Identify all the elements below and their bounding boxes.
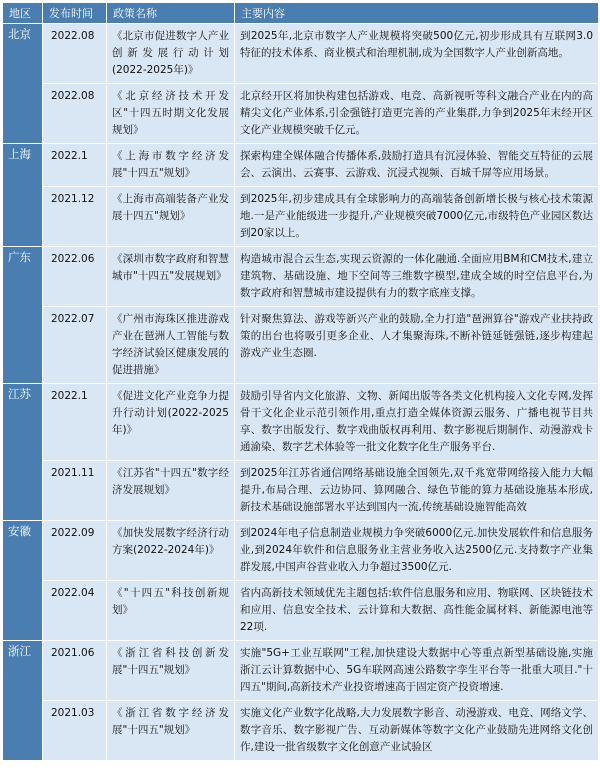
- region-cell: 安徽: [3, 521, 43, 641]
- date-cell: 2022.1: [43, 144, 107, 187]
- date-cell: 2022.08: [43, 24, 107, 84]
- region-cell: 上海: [3, 144, 43, 247]
- table-row: [3, 581, 599, 641]
- table-body: [3, 24, 599, 761]
- policy-name-cell: 《深圳市数字政府和智慧城市"十四五"发展规划》: [107, 247, 235, 307]
- policy-table: [2, 2, 599, 761]
- date-cell: 2022.06: [43, 247, 107, 307]
- policy-name-cell: 《浙江省数字经济发展"十四五"规划》: [107, 701, 235, 761]
- table-row: [3, 641, 599, 701]
- date-cell: 2022.08: [43, 84, 107, 144]
- region-cell: 广东: [3, 247, 43, 384]
- region-cell: 北京: [3, 24, 43, 144]
- table-row: [3, 247, 599, 307]
- table-row: [3, 521, 599, 581]
- date-cell: 2022.04: [43, 581, 107, 641]
- policy-name-cell: 《促进文化产业竞争力提升行动计划(2022-2025年)》: [107, 384, 235, 461]
- header-row: [3, 3, 599, 24]
- content-cell: 鼓励引导省内文化旅游、文物、新闻出版等各类文化机构接入文化专网,发挥骨干文化企业示范引领作用,重点打造全媒体资源云服务、广播电视节目共享、数字出版发行、数字戏曲版权再利用、数字影视后期制作、动漫游戏卡通渝染、数字艺术体验等一批文化数字化生产服务平台.: [235, 384, 599, 461]
- content-cell: 到2025年,北京市数字人产业规模将突破500亿元,初步形成具有互联网3.0特征的技术体系、商业模式和治理机制,成为全国数字人产业创新高地。: [235, 24, 599, 84]
- content-cell: 构造城市混合云生态,实现云资源的一体化融通.全面应用BM和CM技术,建立建筑物、基础设施、地下空间等三维数字模型,建成全域的时空信息平台,为数字政府和智慧城市建设提供有力的数字底座支撑。: [235, 247, 599, 307]
- date-cell: 2022.09: [43, 521, 107, 581]
- header-content: 主要内容: [235, 3, 599, 24]
- policy-name-cell: 《上海市高端装备产业发展十四五"规划》: [107, 187, 235, 247]
- region-cell: 浙江: [3, 641, 43, 761]
- policy-name-cell: 《浙江省科技创新发展"十四五"规划》: [107, 641, 235, 701]
- content-cell: 到2025年江苏省通信网络基础设施全国领先,双千兆宽带网络接入能力大幅提升,布局合理、云边协同、算网融合、绿色节能的算力基础设施基本形成,新技术基础设施部署水平达到国内一流,传统基础设施智能高效: [235, 461, 599, 521]
- table-row: [3, 307, 599, 384]
- policy-name-cell: 《"十四五"科技创新规划》: [107, 581, 235, 641]
- content-cell: 针对聚焦算法、游戏等新兴产业的鼓励,全力打造"琶洲算谷"游戏产业扶持政策的出台也将吸引更多企业、人才集聚海珠,不断补链延链强链,逐步构建起游戏产业生态圈.: [235, 307, 599, 384]
- date-cell: 2022.07: [43, 307, 107, 384]
- table-row: [3, 384, 599, 461]
- content-cell: 省内高新技术领域优先主题包括:软件信息服务和应用、物联网、区块链技术和应用、信息安全技术、云计算和大数据、高性能金属材料、新能源电池等22项.: [235, 581, 599, 641]
- header-policy-name: 政策名称: [107, 3, 235, 24]
- policy-name-cell: 《江苏省"十四五"数字经济发展规划》: [107, 461, 235, 521]
- policy-name-cell: 《北京经济技术开发区"十四五时期文化发展规划》: [107, 84, 235, 144]
- table-row: [3, 144, 599, 187]
- date-cell: 2021.11: [43, 461, 107, 521]
- content-cell: 实施"5G+工业互联网"工程,加快建设大数据中心等重点新型基础设施,实施浙江云计算数据中心、5G车联网高速公路数字孪生平台等一批重大项目."十四五"期间,高新技术产业投资增速高于固定资产投资增速.: [235, 641, 599, 701]
- policy-name-cell: 《上海市数字经济发展"十四五"规划》: [107, 144, 235, 187]
- policy-name-cell: 《广州市海珠区推进游戏产业在琶洲人工智能与数字经济试验区健康发展的促进措施》: [107, 307, 235, 384]
- region-cell: 江苏: [3, 384, 43, 521]
- date-cell: 2021.12: [43, 187, 107, 247]
- policy-name-cell: 《加快发展数字经济行动方案(2022-2024年)》: [107, 521, 235, 581]
- content-cell: 实施文化产业数字化战略,大力发展数字影音、动漫游戏、电竞、网络文学、数字音乐、数字影视广告、互动新媒体等数字文化产业鼓励先进网络文化创作,建设一批省级数字文化创意产业试验区: [235, 701, 599, 761]
- policy-name-cell: 《北京市促进数字人产业创新发展行动计划(2022-2025年)》: [107, 24, 235, 84]
- content-cell: 北京经开区将加快构建包括游戏、电竞、高新视听等科文融合产业在内的高精尖文化产业体系,引金强链打造更完善的产业集群,力争到2025年末经开区文化产业规模突破千亿元。: [235, 84, 599, 144]
- date-cell: 2021.03: [43, 701, 107, 761]
- table-row: [3, 461, 599, 521]
- table-row: [3, 187, 599, 247]
- header-date: 发布时间: [43, 3, 107, 24]
- date-cell: 2022.1: [43, 384, 107, 461]
- header-region: 地区: [3, 3, 43, 24]
- table-row: [3, 24, 599, 84]
- content-cell: 到2025年,初步建成具有全球影响力的高端装备创新增长极与核心技术策源地.一是产业能级进一步提升,产业规模突破7000亿元,市级特色产业园区数达到20家以上。: [235, 187, 599, 247]
- date-cell: 2021.06: [43, 641, 107, 701]
- content-cell: 到2024年电子信息制造业规模力争突破6000亿元.加快发展软件和信息服务业,到2024年软件和信息服务业主营业务收入达2500亿元.支持数字产业集群发展,中国声谷营业收入力争超过3500亿元.: [235, 521, 599, 581]
- content-cell: 探索构建全媒体融合传播体系,鼓励打造具有沉浸体验、智能交互特征的云展会、云演出、云赛事、云游戏、沉浸式视频、百城千屏等应用场景。: [235, 144, 599, 187]
- table-row: [3, 701, 599, 761]
- table-row: [3, 84, 599, 144]
